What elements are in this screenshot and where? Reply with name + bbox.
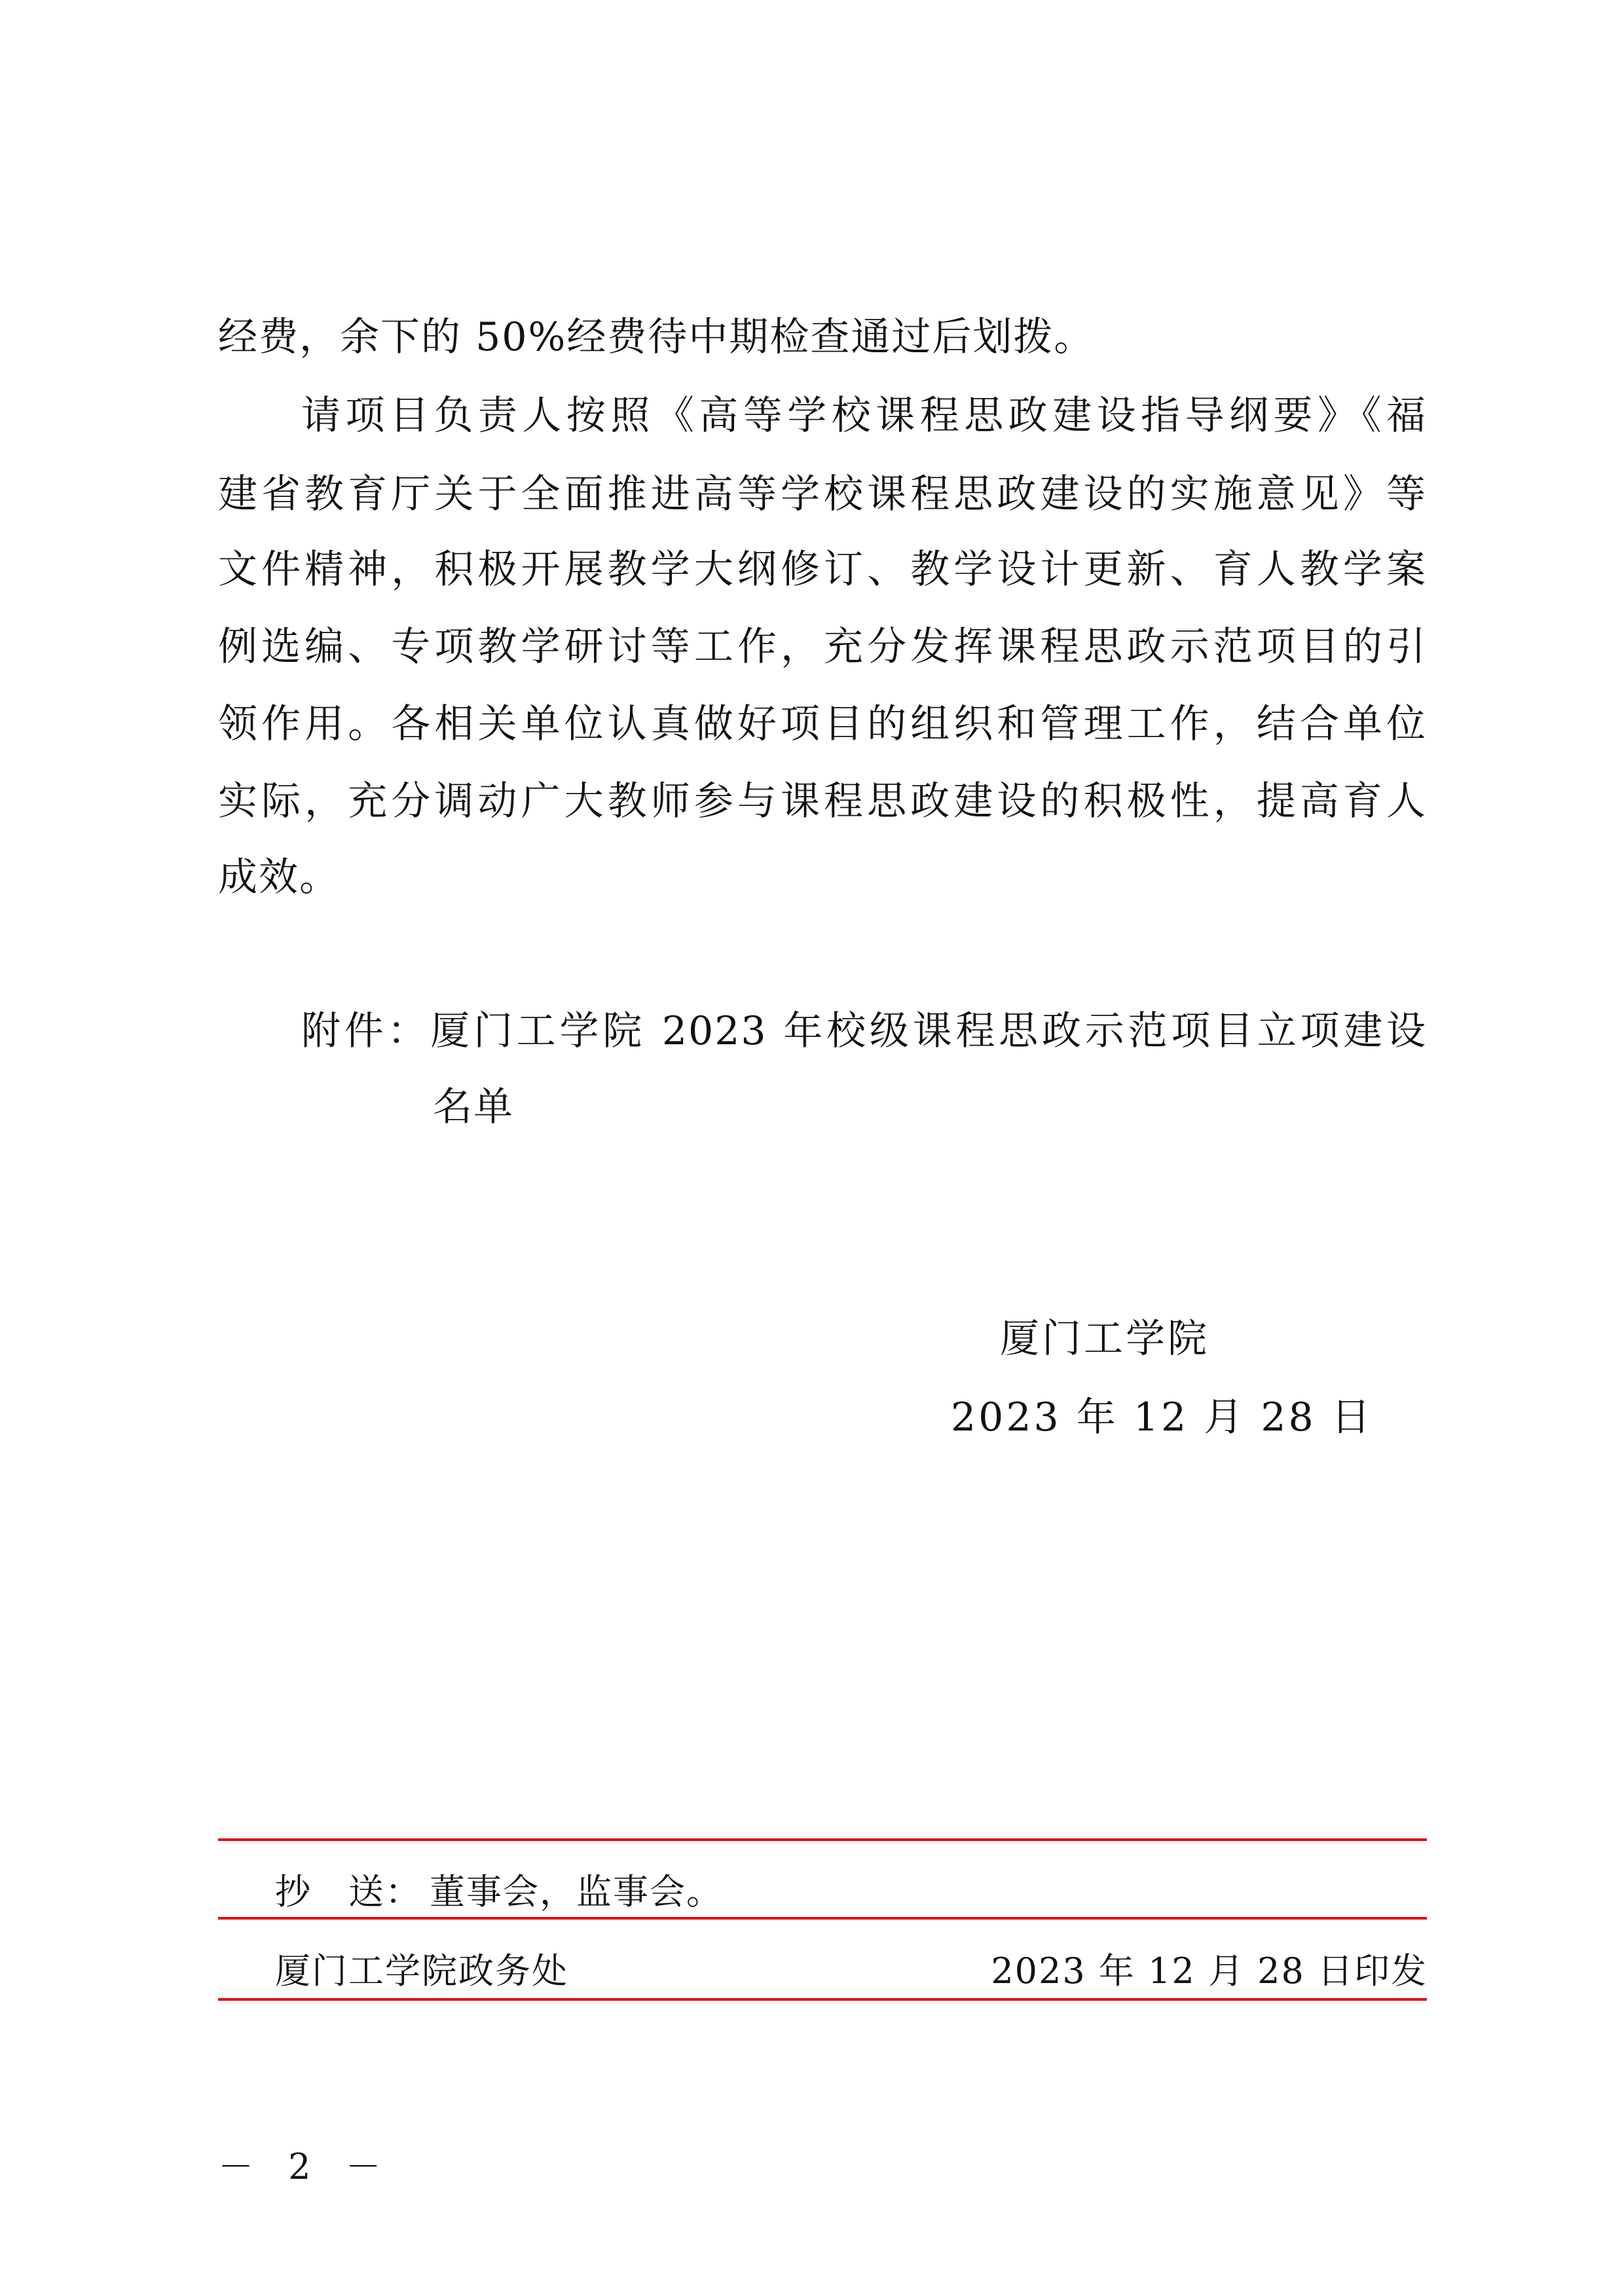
attachment-line-2: 名单 [433,1084,514,1130]
body-line-4: 文件精神，积极开展教学大纲修订、教学设计更新、育人教学案 [218,547,1427,592]
attachment-line-1: 附件：厦门工学院 2023 年校级课程思政示范项目立项建设 [301,1008,1427,1054]
page-number: － 2 － [218,2146,393,2187]
cc-label: 抄 送： [275,1871,422,1912]
footer-rule-middle [218,1917,1427,1920]
body-line-8: 成效。 [218,854,340,900]
body-line-3: 建省教育厅关于全面推进高等学校课程思政建设的实施意见》等 [218,471,1427,517]
footer-rule-top [218,1838,1427,1841]
body-line-1: 经费，余下的 50%经费待中期检查通过后划拨。 [218,314,1095,360]
signature-org: 厦门工学院 [1000,1316,1209,1362]
body-line-6: 领作用。各相关单位认真做好项目的组织和管理工作，结合单位 [218,701,1427,747]
signature-date: 2023 年 12 月 28 日 [951,1394,1373,1440]
issue-date: 2023 年 12 月 28 日印发 [991,1950,1428,1992]
body-line-5: 例选编、专项教学研讨等工作，充分发挥课程思政示范项目的引 [218,624,1427,670]
body-line-2: 请项目负责人按照《高等学校课程思政建设指导纲要》《福 [301,393,1427,439]
cc-recipients: 董事会，监事会。 [430,1871,723,1912]
footer-rule-bottom [218,1998,1427,2001]
issuing-office: 厦门工学院政务处 [275,1950,568,1992]
body-line-7: 实际，充分调动广大教师参与课程思政建设的积极性，提高育人 [218,778,1427,824]
